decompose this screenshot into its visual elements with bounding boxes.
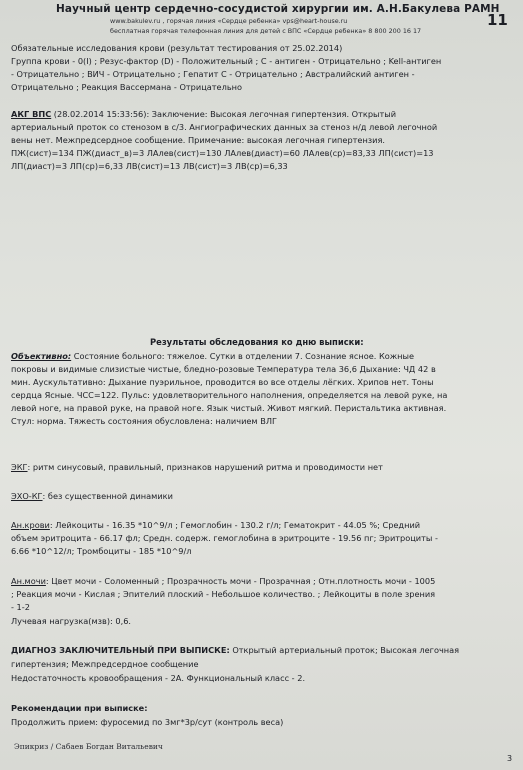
radiation-dose: Лучевая нагрузка(мзв): 0,6. <box>11 616 132 626</box>
akg-label: АКГ ВПС <box>11 109 52 119</box>
hotline-info: бесплатная горячая телефонная линия для детей с ВПС «Сердце ребенка» 8 800 200 16 17 <box>110 27 422 35</box>
blood-tests-line: Группа крови - 0(I) ; Резус-фактор (D) - Положительный ; С - антиген - Отрицательно ; Kell-антиген <box>11 56 442 66</box>
objective-line <box>11 351 516 361</box>
objective-text: Состояние больного: тяжелое. Сутки в отделении 7. Сознание ясное. Кожные <box>71 351 414 361</box>
diagnosis-label: ДИАГНОЗ ЗАКЛЮЧИТЕЛЬНЫЙ ПРИ ВЫПИСКЕ: <box>11 645 230 655</box>
diagnosis-line <box>11 645 516 655</box>
blood-tests-line: - Отрицательно ; ВИЧ - Отрицательно ; Гепатит С - Отрицательно ; Австралийский антиген - <box>11 69 415 79</box>
objective-label: Объективно: <box>11 351 72 361</box>
objective-line: сердца Ясные. ЧСС=122. Пульс: удовлетворительного наполнения, определяется на левой руке, на <box>11 390 448 400</box>
akg-text: (28.02.2014 15:33:56): Заключение: Высокая легочная гипертензия. Открытый <box>51 109 397 119</box>
akg-line <box>11 109 516 119</box>
akg-line: вены нет. Межпредсердное сообщение. Примечание: высокая легочная гипертензия. <box>11 135 386 145</box>
objective-line: мин. Аускультативно: Дыхание пуэрильное, проводится во все отделы лёгких. Хрипов нет. Тоны <box>11 377 434 387</box>
results-title: Результаты обследования ко дню выписки: <box>150 337 364 347</box>
blood-analysis-line <box>11 520 516 530</box>
recommendations-heading: Рекомендации при выписке: <box>11 703 148 713</box>
ekg-line <box>11 462 516 472</box>
echo-label: ЭХО-КГ <box>11 491 43 501</box>
urine-analysis-line <box>11 576 516 586</box>
urine-analysis-line: ; Реакция мочи - Кислая ; Эпителий плоский - Небольшое количество. ; Лейкоциты в поле зрения <box>11 589 436 599</box>
blood-analysis-line: объем эритроцита - 66.17 фл; Средн. содерж. гемоглобина в эритроците - 19.56 пг; Эритроциты - <box>11 533 438 543</box>
objective-line: левой ноге, на правой руке, на правой ноге. Язык чистый. Живот мягкий. Перистальтика активная. <box>11 403 447 413</box>
urine-analysis-line: - 1-2 <box>11 602 30 612</box>
urine-analysis-label: Ан.мочи <box>11 576 46 586</box>
institution-contacts: www.bakulev.ru , горячая линия «Сердце ребенка» vps@heart-house.ru <box>110 17 348 25</box>
footer-patient: Эпикриз / Сабаев Богдан Витальевич <box>14 742 163 751</box>
blood-tests-heading: Обязательные исследования крови (результат тестирования от 25.02.2014) <box>11 43 343 53</box>
blood-analysis-label: Ан.крови <box>11 520 50 530</box>
akg-values: ЛП(диаст)=3 ЛП(ср)=6,33 ЛВ(сист)=13 ЛВ(сист)=3 ЛВ(ср)=6,33 <box>11 161 288 171</box>
recommendation-item: Продолжить прием: фуросемид по 3мг*3р/сут (контроль веса) <box>11 717 284 727</box>
akg-values: ПЖ(сист)=134 ПЖ(диаст_в)=3 ЛАлев(сист)=130 ЛАлев(диаст)=60 ЛАлев(ср)=83,33 ЛП(сист)=13 <box>11 148 434 158</box>
footer-page-number: 3 <box>507 754 513 763</box>
echo-line <box>11 491 516 501</box>
blood-tests-line: Отрицательно ; Реакция Вассермана - Отрицательно <box>11 82 243 92</box>
diagnosis-line: гипертензия; Межпредсердное сообщение <box>11 659 199 669</box>
objective-line: Стул: норма. Тяжесть состояния обусловлена: наличием ВЛГ <box>11 416 277 426</box>
blood-analysis-text: : Лейкоциты - 16.35 *10^9/л ; Гемоглобин - 130.2 г/л; Гематокрит - 44.05 %; Средний <box>49 520 421 530</box>
page-number: 11 <box>487 11 508 29</box>
diagnosis-line: Недостаточность кровообращения - 2А. Функциональный класс - 2. <box>11 673 306 683</box>
echo-text: : без существенной динамики <box>42 491 173 501</box>
blood-analysis-line: 6.66 *10^12/л; Тромбоциты - 185 *10^9/л <box>11 546 192 556</box>
ekg-text: : ритм синусовый, правильный, признаков нарушений ритма и проводимости нет <box>27 462 383 472</box>
diagnosis-text: Открытый артериальный проток; Высокая легочная <box>229 645 460 655</box>
ekg-label: ЭКГ <box>11 462 28 472</box>
institution-title: Научный центр сердечно-сосудистой хирургии им. А.Н.Бакулева РАМН <box>56 3 500 15</box>
akg-line: артериальный проток со стенозом в с/3. Ангиографических данных за стеноз н/д левой легочной <box>11 122 438 132</box>
urine-analysis-text: : Цвет мочи - Соломенный ; Прозрачность мочи - Прозрачная ; Отн.плотность мочи - 1005 <box>45 576 436 586</box>
objective-line: покровы и видимые слизистые чистые, бледно-розовые Температура тела 36,6 Дыхание: ЧД 42 в <box>11 364 436 374</box>
